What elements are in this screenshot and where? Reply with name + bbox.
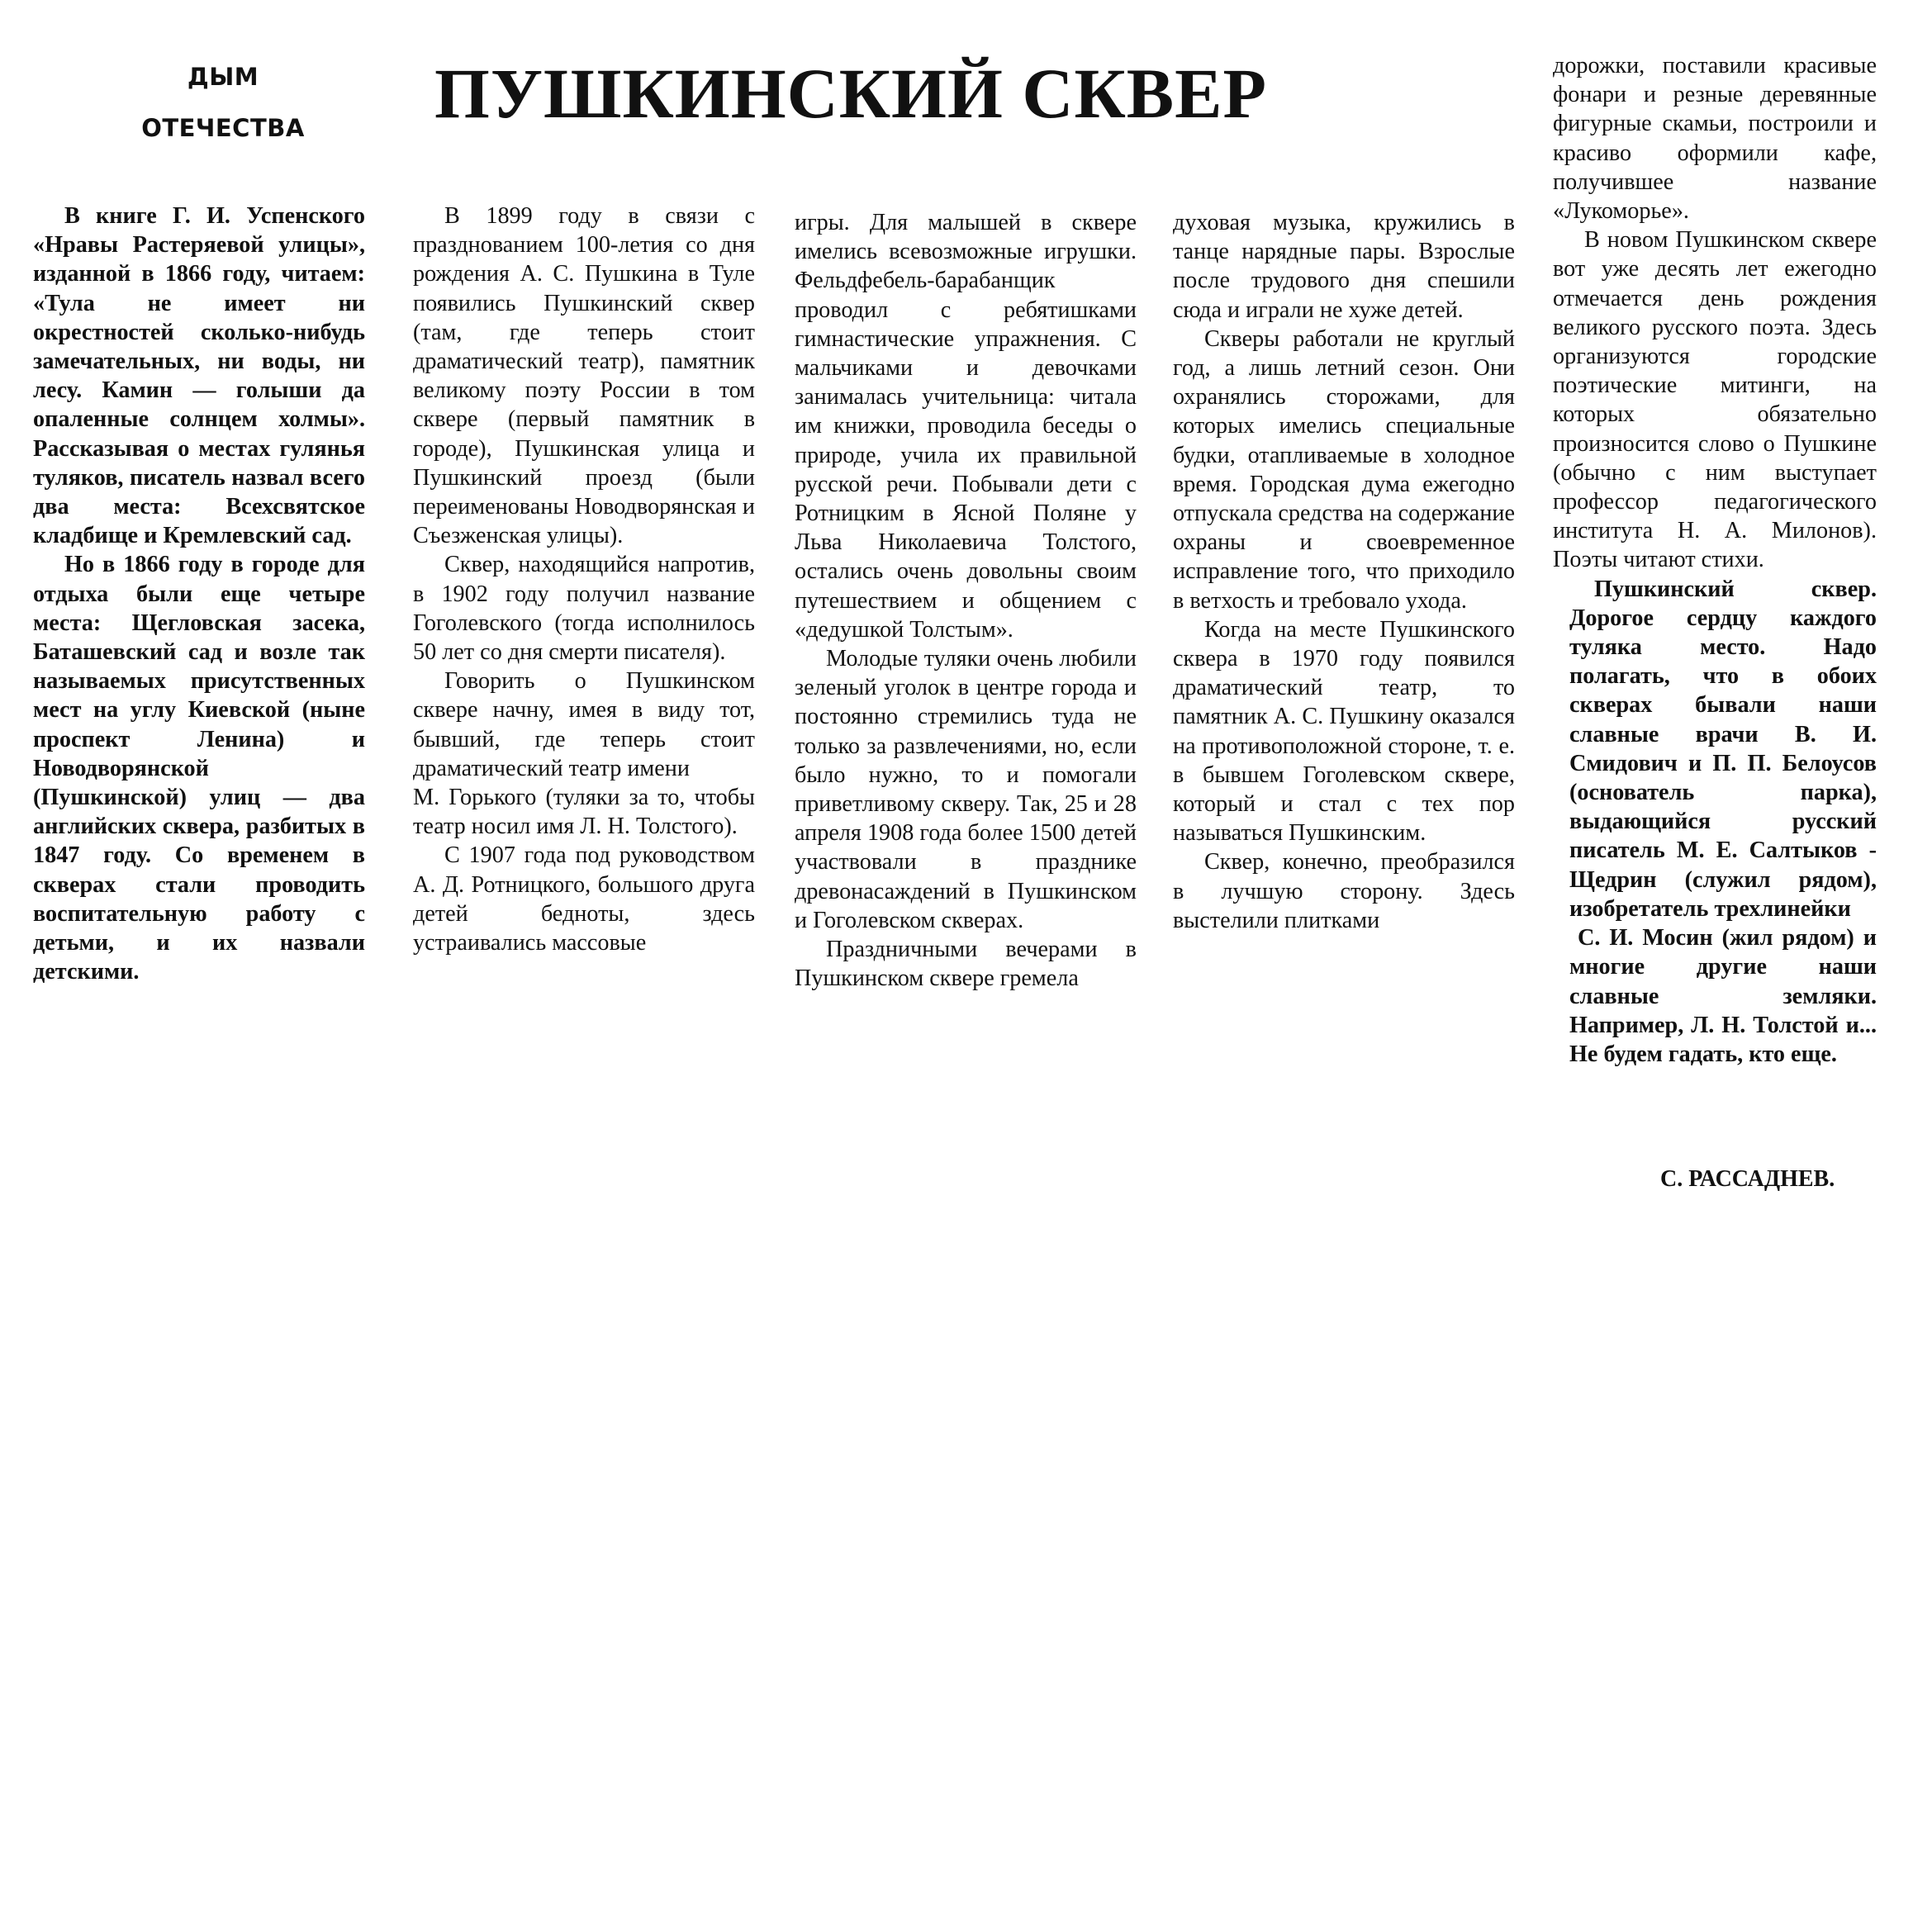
paragraph: Сквер, находящийся напротив, в 1902 году получил название Гоголевского (тогда исполнилось 50 лет со дня смерти писателя). bbox=[413, 552, 755, 666]
rubric-line-2: ОТЕЧЕСТВА bbox=[141, 114, 305, 142]
text-column-2 bbox=[795, 208, 1137, 993]
intro-column bbox=[33, 202, 365, 986]
author-signature: С. РАССАДНЕВ. bbox=[1660, 1166, 1835, 1192]
paragraph: Говорить о Пушкинском сквере начну, имея в виду тот, бывший, где теперь стоит драматический театр имени bbox=[413, 668, 755, 781]
text-column-1 bbox=[413, 202, 755, 957]
text-column-3 bbox=[1173, 208, 1515, 935]
paragraph: Праздничными вечерами в Пушкинском сквере гремела bbox=[795, 937, 1137, 992]
paragraph: М. Горького (туляки за то, чтобы театр носил имя Л. Н. Толстого). bbox=[413, 785, 755, 840]
article-headline: ПУШКИНСКИЙ СКВЕР bbox=[434, 54, 1268, 133]
paragraph: Молодые туляки очень любили зеленый уголок в центре города и постоянно стремились туда не только за развлечениями, но, если было нужно, то и помогали приветливому скверу. Так, 25 и 28 апреля 1908 года более 1500 детей участвовали в празднике древонасаждений в Пушкинском и Гоголевском скверах. bbox=[795, 646, 1137, 933]
paragraph: Когда на месте Пушкинского сквера в 1970 году появился драматический театр, то памятник А. С. Пушкину оказался на противоположной стороне, т. е. в бывшем Гоголевском сквере, который и стал с тех пор называться Пушкинским. bbox=[1173, 616, 1515, 847]
paragraph: Пушкинский сквер. Дорогое сердцу каждого туляка место. Надо полагать, что в обоих скверах бывали наши славные врачи В. И. Смидович и П. П. Белоусов (основатель парка), выдающийся русский писатель М. Е. Салтыков - Щедрин (служил рядом), изобретатель трехлинейки bbox=[1569, 576, 1877, 922]
intro-paragraph: В книге Г. И. Успенского «Нравы Растеряевой улицы», изданной в 1866 году, читаем: «Тула не имеет ни окрестностей сколько-нибудь замечательных, ни воды, ни лесу. Камин — голыши да опаленные солнцем холмы». Рассказывая о местах гулянья туляков, писатель назвал всего два места: Всехсвятское кладбище и Кремлевский сад. bbox=[33, 203, 365, 549]
rubric bbox=[124, 51, 322, 154]
paragraph: Сквер, конечно, преобразился в лучшую сторону. Здесь выстелили плитками bbox=[1173, 849, 1515, 933]
paragraph: игры. Для малышей в сквере имелись всевозможные игрушки. Фельдфебель-барабанщик проводил с ребятишками гимнастические упражнения. С мальчиками и девочками занималась учительница: читала им книжки, проводила беседы о природе, учила их правильной русской речи. Побывали дети с Ротницким в Ясной Поляне у Льва Николаевича Толстого, остались очень довольны своим путешествием и общением с «дедушкой Толстым». bbox=[795, 210, 1137, 643]
paragraph: С 1907 года под руководством А. Д. Ротницкого, большого друга детей бедноты, здесь устраивались массовые bbox=[413, 842, 755, 956]
paragraph: С. И. Мосин (жил рядом) и многие другие наши славные земляки. Например, Л. Н. Толстой и... Не будем гадать, кто еще. bbox=[1569, 925, 1877, 1067]
intro-paragraph: Но в 1866 году в городе для отдыха были еще четыре места: Щегловская засека, Баташевский сад и возле так называемых присутственных мест на углу Киевской (ныне проспект Ленина) и Новодворянской (Пушкинской) улиц — два английских сквера, разбитых в 1847 году. Со временем в скверах стали проводить воспитательную работу с детьми, и их назвали детскими. bbox=[33, 552, 365, 985]
paragraph: В новом Пушкинском сквере вот уже десять лет ежегодно отмечается день рождения великого русского поэта. Здесь организуются городские поэтические митинги, на которых обязательно произносится слово о Пушкине (обычно с ним выступает профессор педагогического института Н. А. Милонов). Поэты читают стихи. bbox=[1553, 227, 1877, 573]
closing-remark bbox=[1553, 575, 1877, 1069]
rubric-line-1: ДЫМ bbox=[187, 63, 259, 91]
paragraph: духовая музыка, кружились в танце нарядные пары. Взрослые после трудового дня спешили сюда и играли не хуже детей. bbox=[1173, 210, 1515, 323]
paragraph: дорожки, поставили красивые фонари и резные деревянные фигурные скамьи, построили и красиво оформили кафе, получившее название «Лукоморье». bbox=[1553, 53, 1877, 225]
text-column-4 bbox=[1553, 51, 1877, 1069]
paragraph: Скверы работали не круглый год, а лишь летний сезон. Они охранялись сторожами, для которых имелись специальные будки, отапливаемые в холодное время. Городская дума ежегодно отпускала средства на содержание охраны и своевременное исправление того, что приходило в ветхость и требовало ухода. bbox=[1173, 325, 1515, 614]
paragraph: В 1899 году в связи с празднованием 100-летия со дня рождения А. С. Пушкина в Туле появились Пушкинский сквер (там, где теперь стоит драматический театр), памятник великому поэту России в том сквере (первый памятник в городе), Пушкинская улица и Пушкинский проезд (были переименованы Новодворянская и Съезженская улицы). bbox=[413, 203, 755, 549]
